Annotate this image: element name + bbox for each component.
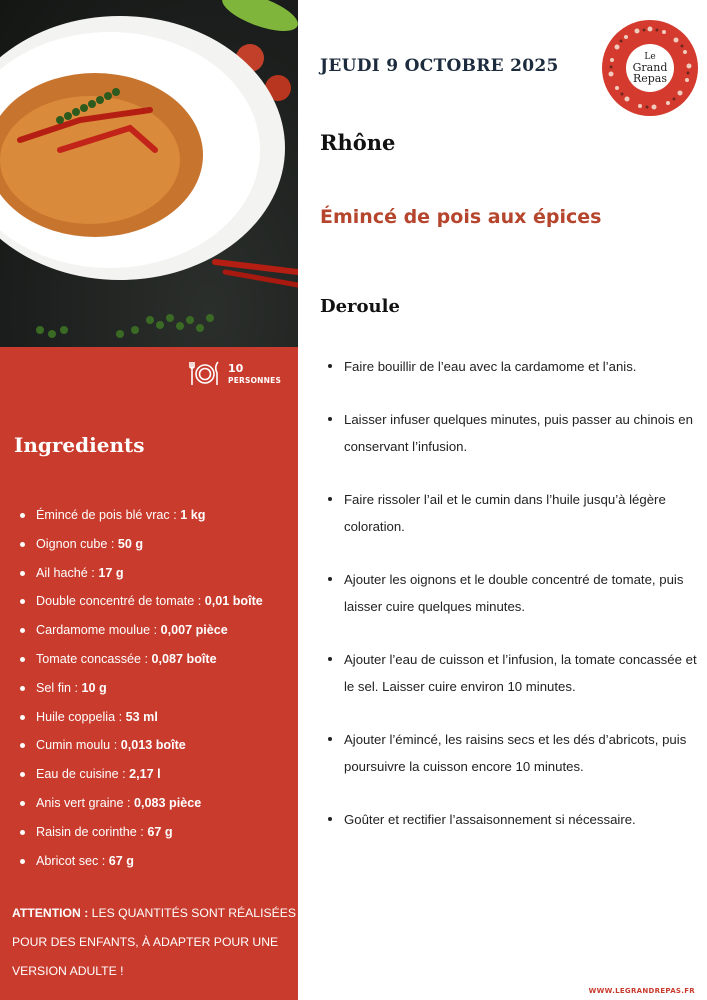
servings-label: PERSONNES <box>228 376 282 385</box>
steps-list <box>328 353 698 859</box>
ingredient-item: Ail haché : 17 g <box>20 559 263 588</box>
plate-fork-knife-icon <box>188 359 222 391</box>
ingredients-title: Ingredients <box>14 433 145 457</box>
event-date: JEUDI 9 OCTOBRE 2025 <box>320 56 559 76</box>
ingredients-list <box>20 501 263 875</box>
step-item: Faire bouillir de l’eau avec la cardamome et l’anis. <box>328 353 698 380</box>
ingredient-item: Cardamome moulue : 0,007 pièce <box>20 616 263 645</box>
dish-photo-illustration <box>0 0 298 347</box>
le-grand-repas-logo <box>602 20 698 116</box>
step-item: Faire rissoler l’ail et le cumin dans l’huile jusqu’à légère coloration. <box>328 486 698 540</box>
logo-text: Le Grand Repas <box>626 44 674 92</box>
left-column <box>0 0 298 1000</box>
step-item: Goûter et rectifier l’assaisonnement si nécessaire. <box>328 806 698 833</box>
region-title: Rhône <box>320 130 396 155</box>
attention-label: ATTENTION : <box>12 906 89 920</box>
ingredient-item: Cumin moulu : 0,013 boîte <box>20 731 263 760</box>
ingredient-item: Tomate concassée : 0,087 boîte <box>20 645 263 674</box>
right-column <box>298 0 707 1000</box>
step-item: Ajouter l’eau de cuisson et l’infusion, la tomate concassée et le sel. Laisser cuire environ 10 minutes. <box>328 646 698 700</box>
steps-title: Deroule <box>320 296 400 317</box>
ingredient-item: Huile coppelia : 53 ml <box>20 703 263 732</box>
dish-photo <box>0 0 298 347</box>
dish-title: Émincé de pois aux épices <box>320 206 602 228</box>
website-link[interactable]: WWW.LEGRANDREPAS.FR <box>588 987 695 995</box>
step-item: Ajouter l’émincé, les raisins secs et les dés d’abricots, puis poursuivre la cuisson encore 10 minutes. <box>328 726 698 780</box>
step-item: Laisser infuser quelques minutes, puis passer au chinois en conservant l’infusion. <box>328 406 698 460</box>
ingredient-item: Émincé de pois blé vrac : 1 kg <box>20 501 263 530</box>
attention-text: LES QUANTITÉS SONT RÉALISÉES POUR DES ENFANTS, À ADAPTER POUR UNE VERSION ADULTE ! <box>12 906 296 978</box>
ingredient-item: Eau de cuisine : 2,17 l <box>20 760 263 789</box>
ingredient-item: Abricot sec : 67 g <box>20 847 263 876</box>
ingredient-item: Sel fin : 10 g <box>20 674 263 703</box>
servings-block <box>188 359 281 391</box>
attention-note <box>12 899 297 986</box>
ingredient-item: Double concentré de tomate : 0,01 boîte <box>20 587 263 616</box>
ingredient-item: Raisin de corinthe : 67 g <box>20 818 263 847</box>
ingredient-item: Oignon cube : 50 g <box>20 530 263 559</box>
ingredient-item: Anis vert graine : 0,083 pièce <box>20 789 263 818</box>
servings-count: 10 <box>228 362 244 375</box>
step-item: Ajouter les oignons et le double concentré de tomate, puis laisser cuire quelques minutes. <box>328 566 698 620</box>
ingredients-panel <box>0 347 298 1000</box>
